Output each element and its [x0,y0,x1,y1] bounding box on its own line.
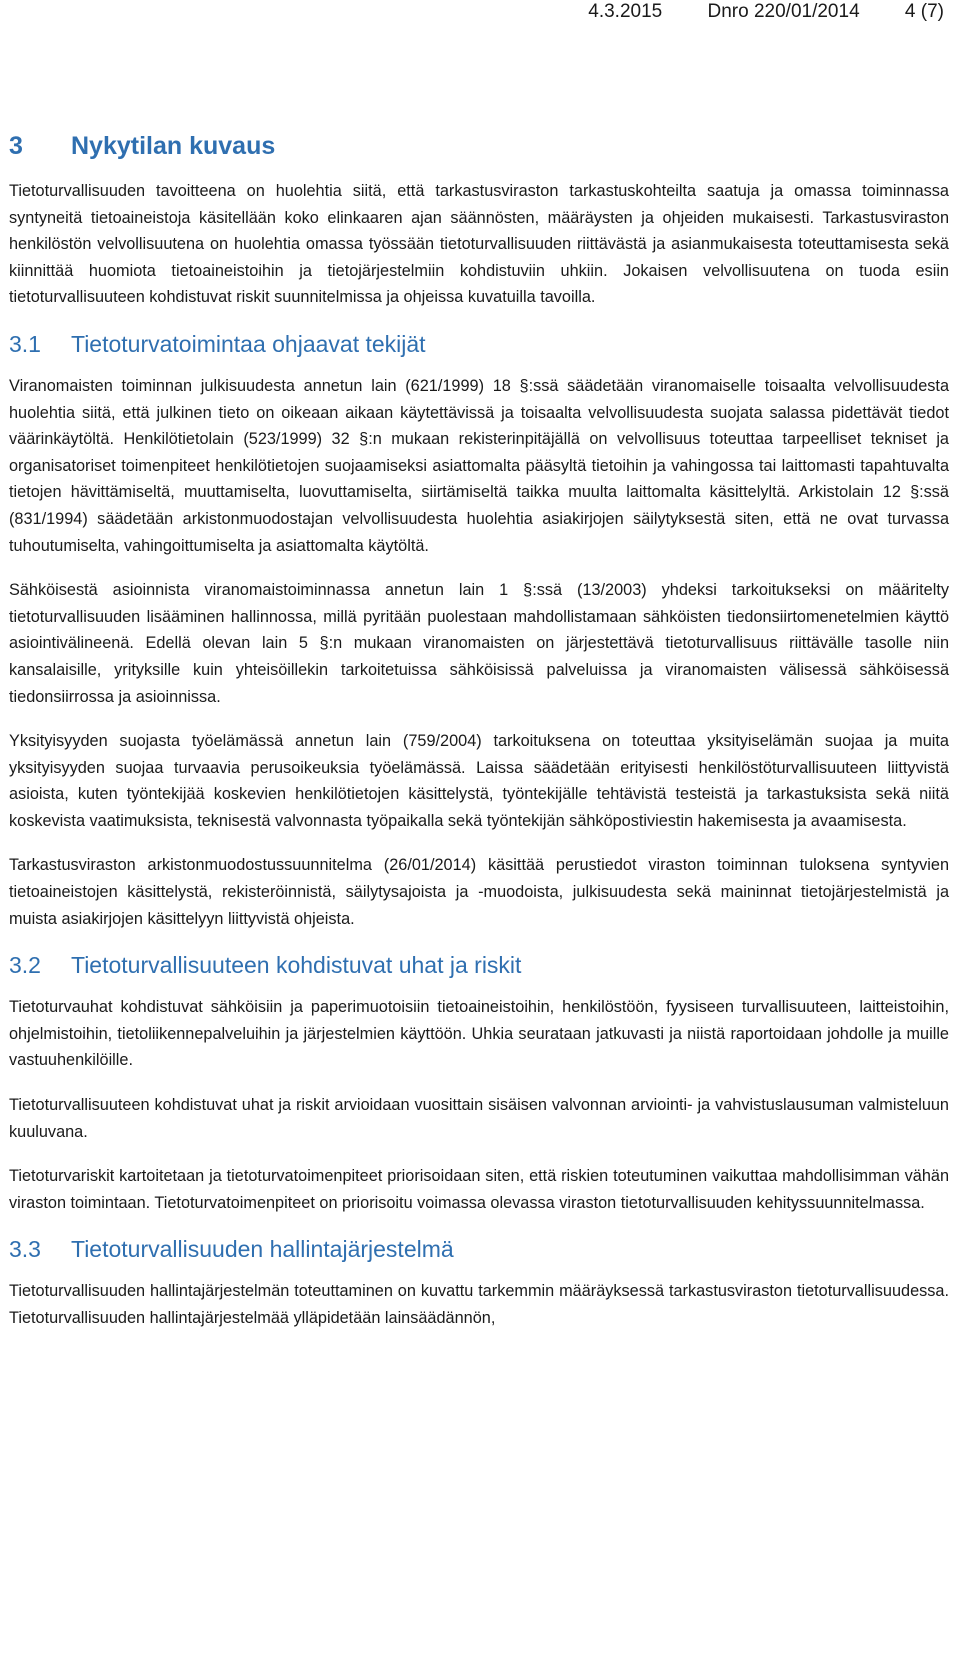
section-title: Tietoturvallisuuden hallintajärjestelmä [71,1236,454,1263]
section-number: 3.1 [9,330,41,357]
paragraph: Viranomaisten toiminnan julkisuudesta annetun lain (621/1999) 18 §:ssä säädetään viranomaiselle toisaalta velvollisuudesta huolehtia siitä, että julkinen tieto on oikeaan aikaan käytettävissä ja toisaalta velvollisuudesta suojata salassa pidettävät tiedot väärinkäytöltä. Henkilötietolain (523/1999) 32 §:n mukaan rekisterinpitäjällä on velvollisuus toteuttaa tarpeelliset tekniset ja organisatoriset toimenpiteet henkilötietojen suojaamiseksi asiattomalta pääsyltä tietoihin ja vahingossa tai laittomasti tapahtuvalta tietojen hävittämiseltä, muuttamiselta, luovuttamiselta, siirtämiseltä taikka muulta laittomalta käsittelyltä. Arkistolain 12 §:ssä (831/1994) säädetään arkistonmuodostajan velvollisuudesta huolehtia asiakirjojen säilytyksestä siten, että ne ovat turvassa tuhoutumiselta, vahingoittumiselta ja asiattomalta käytöltä. [9,376,949,555]
paragraph: Tietoturvallisuuden tavoitteena on huolehtia siitä, että tarkastusviraston tarkastuskohteilta saatuja ja omassa toiminnassa syntyneitä tietoaineistoja käsitellään koko elinkaaren ajan säännösten, määräysten ja ohjeiden mukaisesti. Tarkastusviraston henkilöstön velvollisuutena on huolehtia omassa työssään tietoturvallisuuden riittävästä ja asianmukaisesta toteuttamisesta sekä kiinnittää huomiota tietoaineistoihin ja tietojärjestelmiin kohdistuviin uhkiin. Jokaisen velvollisuutena on tuoda esiin tietoturvallisuuteen kohdistuvat riskit suunnitelmissa ja ohjeissa kuvatuilla tavoilla. [9,182,949,307]
section-heading [9,1234,949,1264]
page-header [588,0,944,24]
paragraph: Tietoturvallisuuteen kohdistuvat uhat ja riskit arvioidaan vuosittain sisäisen valvonnan arviointi- ja vahvistuslausuman valmisteluun kuuluvana. [9,1096,949,1141]
section-number: 3.3 [9,1236,41,1263]
page-number: 4 (7) [904,1,944,22]
section-3-3 [9,1234,949,1331]
paragraph: Sähköisestä asioinnista viranomaistoiminnassa annetun lain 1 §:ssä (13/2003) yhdeksi tarkoitukseksi on määritelty tietoturvallisuuden lisääminen hallinnossa, millä pyritään puolestaan mahdollistamaan sähköisten tiedonsiirtomenetelmien käyttö asiointivälineenä. Edellä olevan lain 5 §:n mukaan viranomaisten on järjestettävä tietoturvallisuus riittävälle tasolle niin kansalaisille, yrityksille kuin yhteisöillekin tarkoitetuissa sähköisissä palveluissa ja viranomaisten välisessä sähköisessä tiedonsiirrossa ja asioinnissa. [9,581,949,706]
section-3-1 [9,329,949,932]
section-title: Tietoturvatoimintaa ohjaavat tekijät [71,330,426,357]
section-3 [9,130,949,311]
section-heading [9,130,949,162]
section-title: Tietoturvallisuuteen kohdistuvat uhat ja riskit [71,952,522,979]
paragraph: Yksityisyyden suojasta työelämässä annetun lain (759/2004) tarkoituksena on toteuttaa yksityiselämän suojaa ja muita yksityisyyden suojaa turvaavia perusoikeuksia työelämässä. Laissa säädetään erityisesti henkilöstöturvallisuuteen liittyvistä asioista, kuten työntekijää koskevien henkilötietojen käsittelystä, työntekijälle tehtävistä testeistä ja tarkastuksista sekä niitä koskevista vaatimuksista, teknisestä valvonnasta työpaikalla sekä työntekijän sähköpostiviestin hakemisesta ja avaamisesta. [9,732,949,830]
paragraph: Tietoturvallisuuden hallintajärjestelmän toteuttaminen on kuvattu tarkemmin määräyksessä tarkastusviraston tietoturvallisuudessa. Tietoturvallisuuden hallintajärjestelmää ylläpidetään lainsäädännön, [9,1282,949,1327]
document-reference: Dnro 220/01/2014 [707,1,860,22]
section-number: 3 [9,132,23,160]
paragraph: Tarkastusviraston arkistonmuodostussuunnitelma (26/01/2014) käsittää perustiedot viraston toiminnan tuloksena syntyvien tietoaineistojen käsittelystä, rekisteröinnistä, säilytysajoista ja -muodoista, julkisuudesta sekä maininnat tietojärjestelmistä ja muista asiakirjojen käsittelyyn liittyvistä ohjeista. [9,856,949,928]
section-number: 3.2 [9,952,41,979]
section-3-2 [9,950,949,1216]
section-title: Nykytilan kuvaus [71,132,276,160]
paragraph: Tietoturvariskit kartoitetaan ja tietoturvatoimenpiteet priorisoidaan siten, että riskien toteutuminen vaikuttaa mahdollisimman vähän viraston toimintaan. Tietoturvatoimenpiteet on priorisoitu voimassa olevassa viraston tietoturvallisuuden kehityssuunnitelmassa. [9,1167,949,1212]
section-heading [9,950,949,980]
paragraph: Tietoturvauhat kohdistuvat sähköisiin ja paperimuotoisiin tietoaineistoihin, henkilöstöön, fyysiseen turvallisuuteen, laitteistoihin, ohjelmistoihin, tietoliikennepalveluihin ja järjestelmien käyttöön. Uhkia seurataan jatkuvasti ja niistä raportoidaan johdolle ja muille vastuuhenkilöille. [9,998,949,1070]
section-heading [9,329,949,359]
document-date: 4.3.2015 [588,1,663,22]
document-body [9,130,949,1350]
